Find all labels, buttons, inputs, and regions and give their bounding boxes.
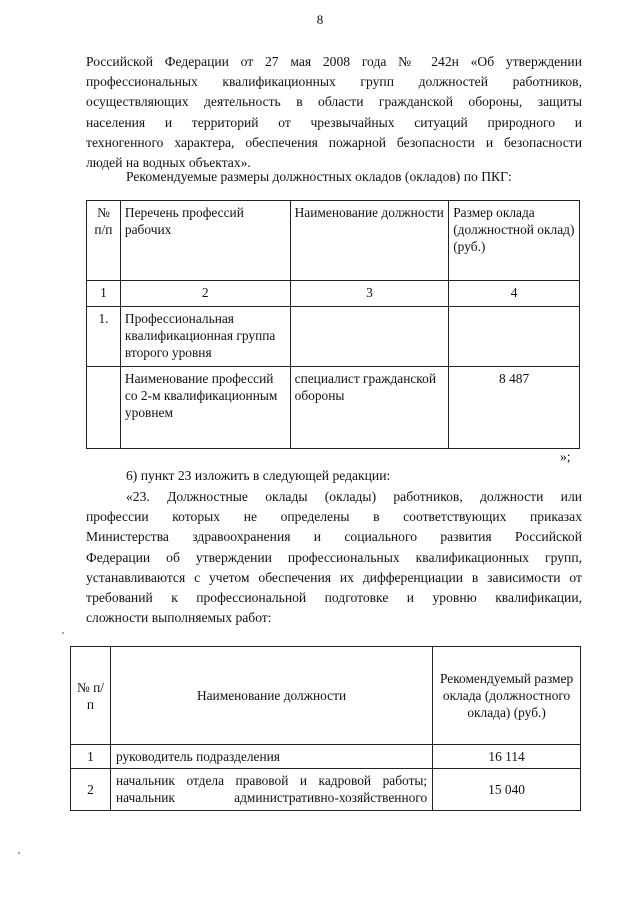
table-row: [71, 745, 581, 769]
table1-colnum-4: 4: [449, 281, 580, 307]
table1-caption: Рекомендуемые размеры должностных окладов (окладов) по ПКГ:: [126, 169, 512, 184]
table2-row2-salary: 15 040: [433, 769, 581, 811]
table1-colnum-2: 2: [120, 281, 290, 307]
table1-header-professions: Перечень профессий рабочих: [120, 201, 290, 281]
table1-row1-position: [290, 307, 449, 367]
table2-row2-number: 2: [71, 769, 111, 811]
table1-header-row: [87, 201, 580, 281]
scan-dot: [62, 632, 64, 634]
table1-row2-number: [87, 367, 121, 449]
table1-colnum-1: 1: [87, 281, 121, 307]
salary-table-pkg: [86, 200, 580, 449]
item-b: 6) пункт 23 изложить в следующей редакции:: [126, 468, 391, 483]
intro-line-1: Российской Федерации от 27 мая 2008 года № 242н «Об утверждении: [86, 54, 582, 69]
table1-row2-profession: Наименование профессий со 2-м квалификационным уровнем: [120, 367, 290, 449]
table-row: [71, 769, 581, 811]
table1-header-number: № п/п: [87, 201, 121, 281]
table2-header-salary: Рекомендуемый размер оклада (должностного оклада) (руб.): [433, 647, 581, 745]
table2-header-row: [71, 647, 581, 745]
table-row: [87, 307, 580, 367]
table2-row1-salary: 16 114: [433, 745, 581, 769]
table1-header-position: Наименование должности: [290, 201, 449, 281]
table1-row1-number: 1.: [87, 307, 121, 367]
table1-closing-quote: »;: [560, 449, 571, 464]
table2-row2-position: начальник отдела правовой и кадровой работы; начальник административно-хозяйственного: [110, 769, 432, 811]
para23-line-1: «23. Должностные оклады (оклады) работников, должности или: [126, 489, 582, 504]
salary-table-positions: [70, 646, 581, 811]
table1-header-salary: Размер оклада (должностной оклад) (руб.): [449, 201, 580, 281]
paragraph-23: [86, 487, 582, 628]
table2-row1-position: руководитель подразделения: [110, 745, 432, 769]
para23-line-2: профессии которых не определены в соответствующих приказах: [86, 509, 582, 525]
table1-column-numbers-row: [87, 281, 580, 307]
para23-line-5: устанавливаются с учетом обеспечения их дифференциации в зависимости от: [86, 569, 582, 585]
intro-line-6: людей на водных объектах».: [86, 155, 251, 171]
page-number: 8: [316, 12, 324, 27]
para23-line-6: требований к профессиональной подготовке и уровню квалификации,: [86, 590, 582, 606]
table1-row1-profession: Профессиональная квалификационная группа второго уровня: [120, 307, 290, 367]
intro-line-5: техногенного характера, обеспечения пожарной безопасности и безопасности: [86, 134, 582, 150]
para23-line-3: Министерства здравоохранения и социального развития Российской: [86, 529, 582, 545]
table1-row2-salary: 8 487: [449, 367, 580, 449]
table1-row2-position: специалист гражданской обороны: [290, 367, 449, 449]
table2-header-position: Наименование должности: [110, 647, 432, 745]
para23-line-7: сложности выполняемых работ:: [86, 610, 272, 626]
table1-colnum-3: 3: [290, 281, 449, 307]
intro-line-2: профессиональных квалификационных групп должностей работников,: [86, 74, 582, 90]
scan-dot: [18, 852, 20, 854]
intro-line-4: населения и территорий от чрезвычайных ситуаций природного и: [86, 114, 582, 130]
intro-paragraph: [86, 52, 582, 173]
intro-line-3: осуществляющих деятельность в области гражданской обороны, защиты: [86, 94, 582, 110]
para23-line-4: Федерации об утверждении профессиональных квалификационных групп,: [86, 549, 582, 565]
table1-row1-salary: [449, 307, 580, 367]
table2-header-number: № п/п: [71, 647, 111, 745]
table2-row1-number: 1: [71, 745, 111, 769]
table-row: [87, 367, 580, 449]
